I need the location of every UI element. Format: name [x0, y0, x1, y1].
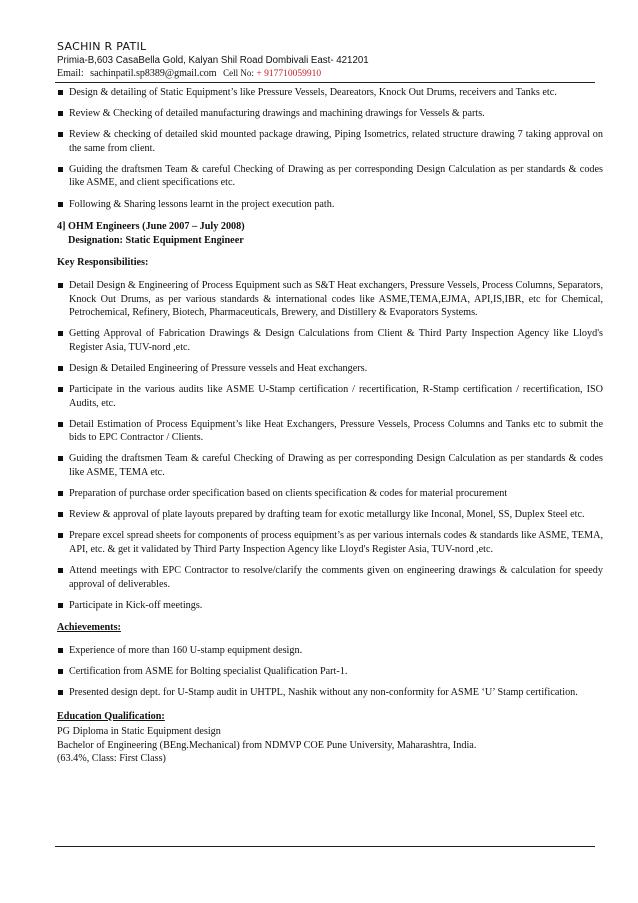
header-divider [55, 82, 595, 83]
list-item: Review & Checking of detailed manufacturing drawings and machining drawings for Vessels & parts. [57, 107, 603, 121]
list-item: Guiding the draftsmen Team & careful Checking of Drawing as per corresponding Design Calculation as per standards & codes like ASME, TEMA etc. [57, 452, 603, 479]
list-item: Getting Approval of Fabrication Drawings & Design Calculations from Client & Third Party Inspection Agency like Lloyd's Register Asia, TUV-nord ,etc. [57, 327, 603, 354]
bullet-square-icon [58, 331, 63, 336]
bullet-square-icon [58, 90, 63, 95]
previous-role-duties [57, 86, 603, 211]
bullet-square-icon [58, 111, 63, 116]
bullet-square-icon [58, 690, 63, 695]
education-heading: Education Qualification: [57, 710, 165, 722]
list-item: Preparation of purchase order specification based on clients specification & codes for material procurement [57, 487, 603, 501]
bullet-square-icon [58, 533, 63, 538]
email-address[interactable]: sachinpatil.sp8389@gmail.com [90, 68, 217, 79]
designation: Designation: Static Equipment Engineer [68, 234, 244, 246]
bullet-square-icon [58, 456, 63, 461]
bullet-square-icon [58, 366, 63, 371]
list-item: Review & approval of plate layouts prepared by drafting team for exotic metallurgy like Inconal, Monel, SS, Duplex Steel etc. [57, 508, 603, 522]
bullet-square-icon [58, 491, 63, 496]
bullet-square-icon [58, 568, 63, 573]
candidate-address: Primia-B,603 CasaBella Gold, Kalyan Shil Road Dombivali East- 421201 [57, 55, 369, 66]
education-line: Bachelor of Engineering (BEng.Mechanical) from NDMVP COE Pune University, Maharashtra, India. [57, 739, 477, 751]
resume-body [57, 86, 603, 766]
bullet-square-icon [58, 387, 63, 392]
responsibilities-list [57, 279, 603, 612]
bullet-square-icon [58, 648, 63, 653]
list-item: Review & checking of detailed skid mounted package drawing, Piping Isometrics, related structure drawing 7 taking approval on the same from client. [57, 128, 603, 155]
bullet-square-icon [58, 132, 63, 137]
footer-divider [55, 846, 595, 847]
candidate-name: SACHIN R PATIL [57, 40, 147, 53]
list-item: Presented design dept. for U-Stamp audit in UHTPL, Nashik without any non-conformity for ASME ‘U’ Stamp certification. [57, 686, 603, 700]
list-item: Detail Design & Engineering of Process Equipment such as S&T Heat exchangers, Pressure Vessels, Process Columns, Separators, Knock Out Drums, as per various standards & international codes like ASME,TEMA,EJMA, API,IS,IBR, etc for Chemical, Petrochemical, Refinery, Biotech, Pharmaceuticals, Brewery, and Distillery & Evaporators Systems. [57, 279, 603, 320]
bullet-square-icon [58, 422, 63, 427]
bullet-square-icon [58, 669, 63, 674]
list-item: Attend meetings with EPC Contractor to resolve/clarify the comments given on engineering drawings & calculation for speedy approval of deliverables. [57, 564, 603, 591]
education-line: PG Diploma in Static Equipment design [57, 726, 221, 738]
company-title: 4] OHM Engineers (June 2007 – July 2008) [57, 221, 245, 233]
achievements-list [57, 644, 603, 700]
bullet-square-icon [58, 167, 63, 172]
achievements-heading: Achievements: [57, 622, 121, 634]
resume-header [57, 40, 597, 81]
list-item: Guiding the draftsmen Team & careful Checking of Drawing as per corresponding Design Calculation as per standards & codes like ASME, and client specifications etc. [57, 163, 603, 190]
list-item: Experience of more than 160 U-stamp equipment design. [57, 644, 603, 658]
list-item: Design & detailing of Static Equipment’s like Pressure Vessels, Deareators, Knock Out Drums, receivers and Tanks etc. [57, 86, 603, 100]
list-item: Detail Estimation of Process Equipment’s like Heat Exchangers, Pressure Vessels, Process Columns and Tanks etc to submit the bids to EPC Contractor / Clients. [57, 418, 603, 445]
bullet-square-icon [58, 603, 63, 608]
bullet-square-icon [58, 202, 63, 207]
contact-line [57, 67, 597, 81]
education-line: (63.4%, Class: First Class) [57, 753, 166, 765]
email-label: Email: [57, 68, 84, 79]
list-item: Certification from ASME for Bolting specialist Qualification Part-1. [57, 665, 603, 679]
list-item: Participate in the various audits like ASME U-Stamp certification / recertification, R-Stamp certification / recertification, ISO Audits, etc. [57, 383, 603, 410]
list-item: Following & Sharing lessons learnt in the project execution path. [57, 198, 603, 212]
list-item: Participate in Kick-off meetings. [57, 599, 603, 613]
key-responsibilities-heading: Key Responsibilities: [57, 257, 149, 269]
bullet-square-icon [58, 283, 63, 288]
cell-label: Cell No: [223, 68, 254, 78]
cell-number[interactable]: + 917710059910 [256, 69, 322, 79]
bullet-square-icon [58, 512, 63, 517]
list-item: Design & Detailed Engineering of Pressure vessels and Heat exchangers. [57, 362, 603, 376]
list-item: Prepare excel spread sheets for components of process equipment’s as per various internals codes & standards like ASME, TEMA, API, etc. & get it validated by Third Party Inspection Agency like Lloyd's Register Asia, TUV-nord ,etc. [57, 529, 603, 556]
education-details [57, 725, 603, 766]
